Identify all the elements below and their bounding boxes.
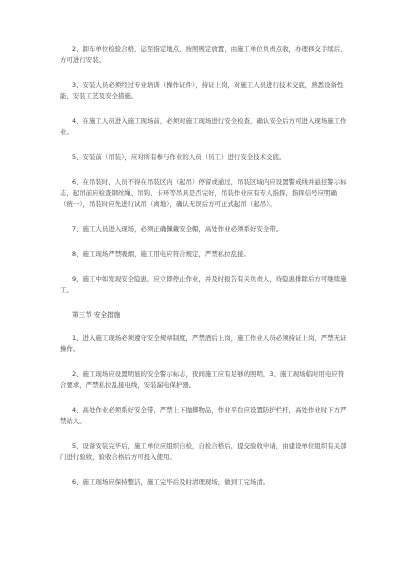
paragraph: 2、施工现场应设置明显的安全警示标志，夜间施工应有足够的照明，3、施工现场临时用电应符合要求，严禁私拉乱接电线，安装漏电保护器。 bbox=[60, 370, 345, 389]
paragraph: 4、在施工人员进入施工现场前，必须对施工现场进行安全检查，确认安全后方可进入现场施工作业。 bbox=[60, 117, 347, 136]
paragraph: 2、卸车单位检验合格，运至指定地点，按照规定放置，由施工单位负责点收，办理移交手续后，方可进行安装。 bbox=[60, 45, 347, 64]
paragraph: 5、设备安装完毕后，施工单位应组织自检，自检合格后，提交验收申请，由建设单位组织有关部门进行验收，验收合格后方可投入使用。 bbox=[60, 442, 347, 461]
paragraph: 9、施工中如发现安全隐患，应立即停止作业，并及时报告有关负责人，待隐患排除后方可继续施工。 bbox=[60, 275, 347, 294]
paragraph: 5、安装前（吊装），应对所有参与作业的人员（员工）进行安全技术交底。 bbox=[72, 153, 286, 161]
paragraph: 8、施工现场严禁吸烟，施工用电应符合规定，严禁私拉乱接。 bbox=[72, 250, 251, 258]
paragraph: 3、安装人员必须经过专业培训（操作证件），持证上岗，对施工人员进行技术交底，熟悉设备性能、安装工艺及安全措施。 bbox=[60, 81, 344, 100]
paragraph: 7、施工人员进入现场，必须正确佩戴安全帽，高处作业必须系好安全带。 bbox=[72, 225, 283, 233]
paragraph: 4、高处作业必须系好安全带，严禁上下抛掷物品，作业平台应设置防护栏杆，高处作业时下方严禁站人。 bbox=[60, 406, 347, 425]
section-title: 第三节 安全措施 bbox=[72, 311, 121, 319]
paragraph: 6、施工现场应保持整洁，施工完毕后及时清理现场，做到工完场清。 bbox=[72, 478, 270, 486]
document-body bbox=[60, 44, 348, 488]
paragraph: 6、在吊装时，人员不得在吊装区内（起吊）停留或通过，吊装区域内应设置警戒线并悬挂警示标志，起吊前应检查钢丝绳、吊钩、卡环等吊具是否完好，吊装作业应有专人指挥，指挥信号应明确（统一），吊装时应先进行试吊（离地），确认无误后方可正式起吊（起吊）。 bbox=[60, 178, 347, 208]
paragraph: 1、进入施工现场必须遵守安全规章制度，严禁酒后上岗，施工作业人员必须持证上岗，严禁无证操作。 bbox=[60, 334, 347, 353]
